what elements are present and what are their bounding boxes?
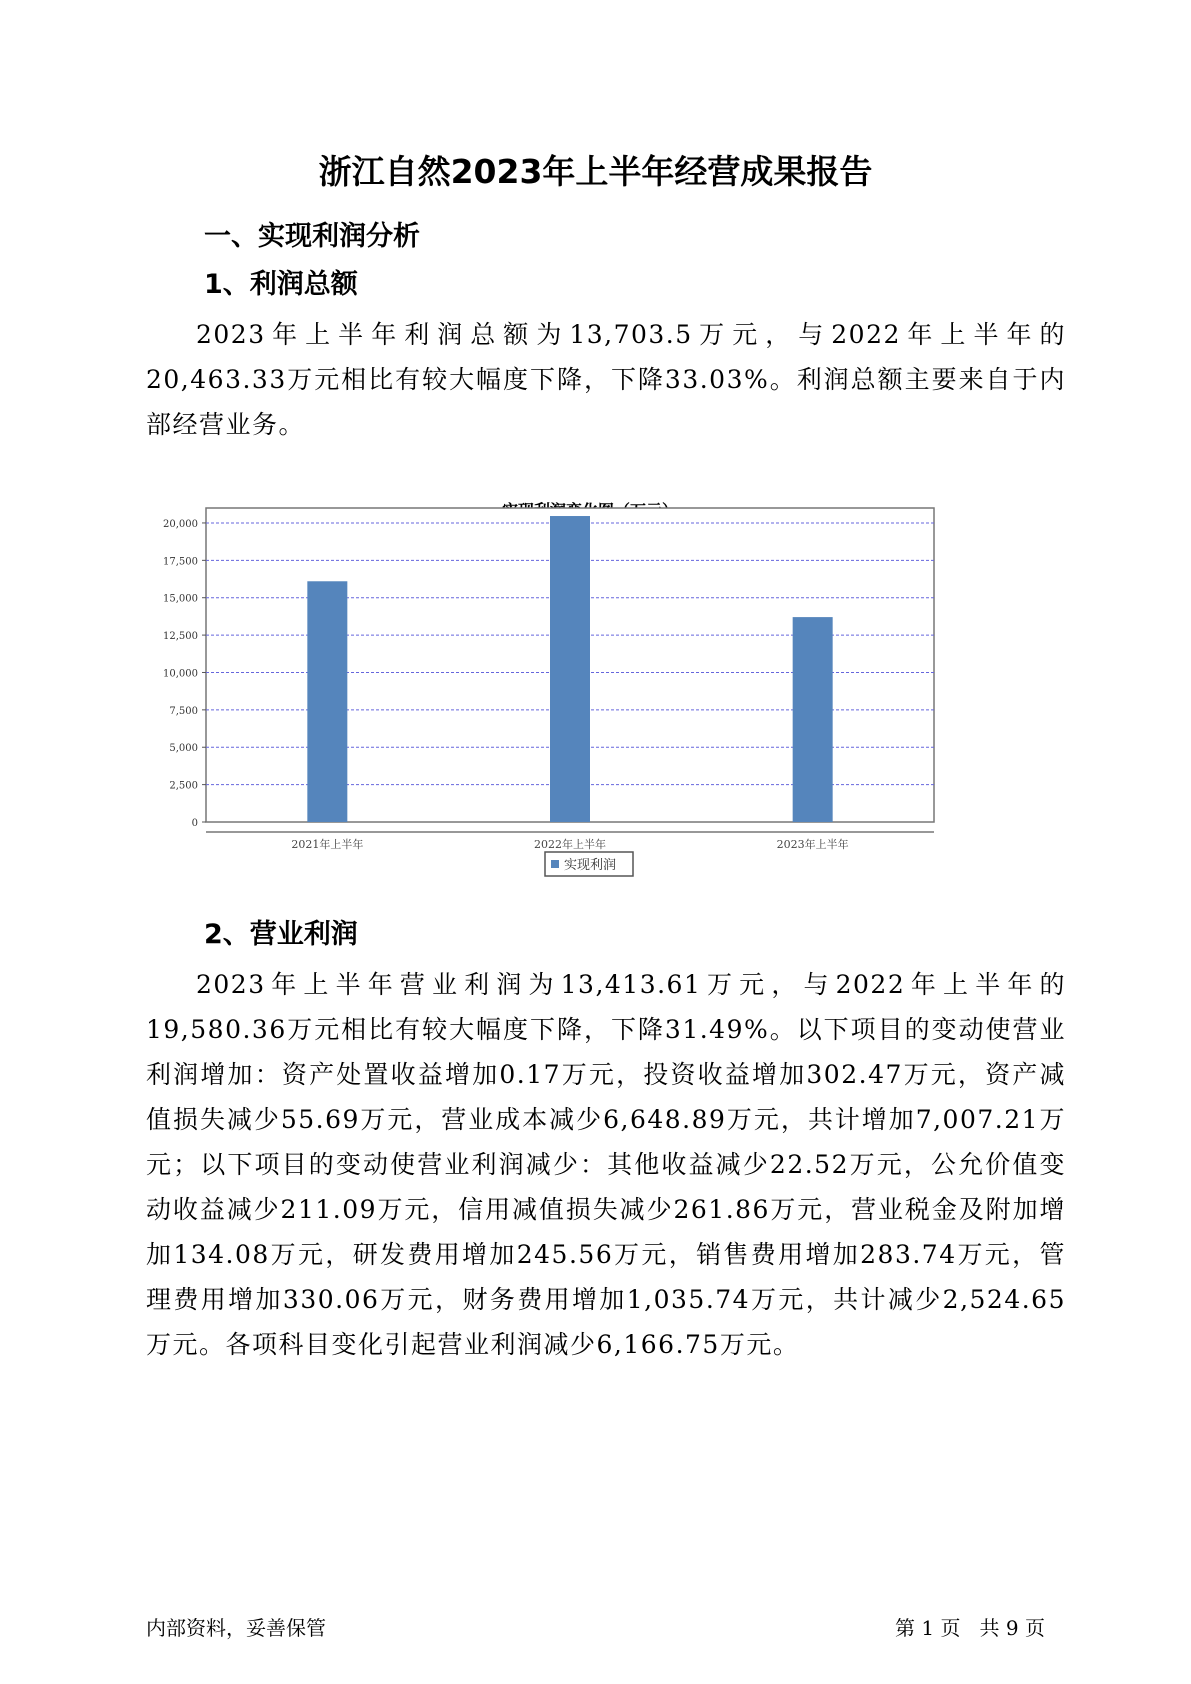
chart-svg — [150, 494, 1030, 954]
y-tick-label: 5,000 — [169, 743, 198, 755]
document-title: 浙江自然2023年上半年经营成果报告 — [318, 152, 873, 191]
y-tick-label: 12,500 — [163, 631, 198, 643]
bar-3 — [793, 617, 833, 822]
bar-1 — [307, 581, 347, 822]
y-tick-label: 0 — [191, 818, 198, 829]
paragraph-operating-profit: 2023年上半年营业利润为13,413.61万元，与2022年上半年的19,580.36万元相比有较大幅度下降，下降31.49%。以下项目的变动使营业利润增加：资产处置收益增加0.17万元，投资收益增加302.47万元，资产减值损失减少55.69万元，营业成本减少6,648.89万元，共计增加7,007.21万元；以下项目的变动使营业利润减少：其他收益减少22.52万元，公允价值变动收益减少211.09万元，信用减值损失减少261.86万元，营业税金及附加增加134.08万元，研发费用增加245.56万元，销售费用增加283.74万元，管理费用增加330.06万元，财务费用增加1,035.74万元，共计减少2,524.65万元。各项科目变化引起营业利润减少6,166.75万元。 — [146, 970, 1066, 1359]
y-tick-label: 10,000 — [163, 668, 198, 680]
chart-legend — [545, 852, 633, 876]
profit-bar-chart — [150, 494, 1030, 954]
legend-label: 实现利润 — [564, 858, 617, 873]
x-tick-label: 2023年上半年 — [776, 838, 849, 851]
y-tick-label: 7,500 — [169, 705, 198, 717]
paragraph-total-profit: 2023年上半年利润总额为13,703.5万元，与2022年上半年的20,463.33万元相比有较大幅度下降，下降33.03%。利润总额主要来自于内部经营业务。 — [146, 320, 1066, 439]
footer-page-number: 第 1 页 共 9 页 — [895, 1616, 1045, 1640]
y-tick-label: 17,500 — [163, 556, 198, 568]
footer-confidential-note: 内部资料，妥善保管 — [146, 1616, 326, 1640]
y-tick-label: 15,000 — [163, 593, 198, 605]
legend-swatch — [551, 860, 559, 868]
y-tick-label: 20,000 — [163, 518, 198, 530]
x-tick-label: 2021年上半年 — [291, 838, 364, 851]
section-heading-profit-analysis: 一、实现利润分析 — [204, 221, 420, 252]
subsection-heading-operating-profit: 2、营业利润 — [204, 919, 358, 950]
y-tick-label: 2,500 — [169, 780, 198, 792]
x-tick-label: 2022年上半年 — [534, 838, 606, 851]
bar-2 — [550, 516, 590, 822]
subsection-heading-total-profit: 1、利润总额 — [204, 269, 358, 300]
